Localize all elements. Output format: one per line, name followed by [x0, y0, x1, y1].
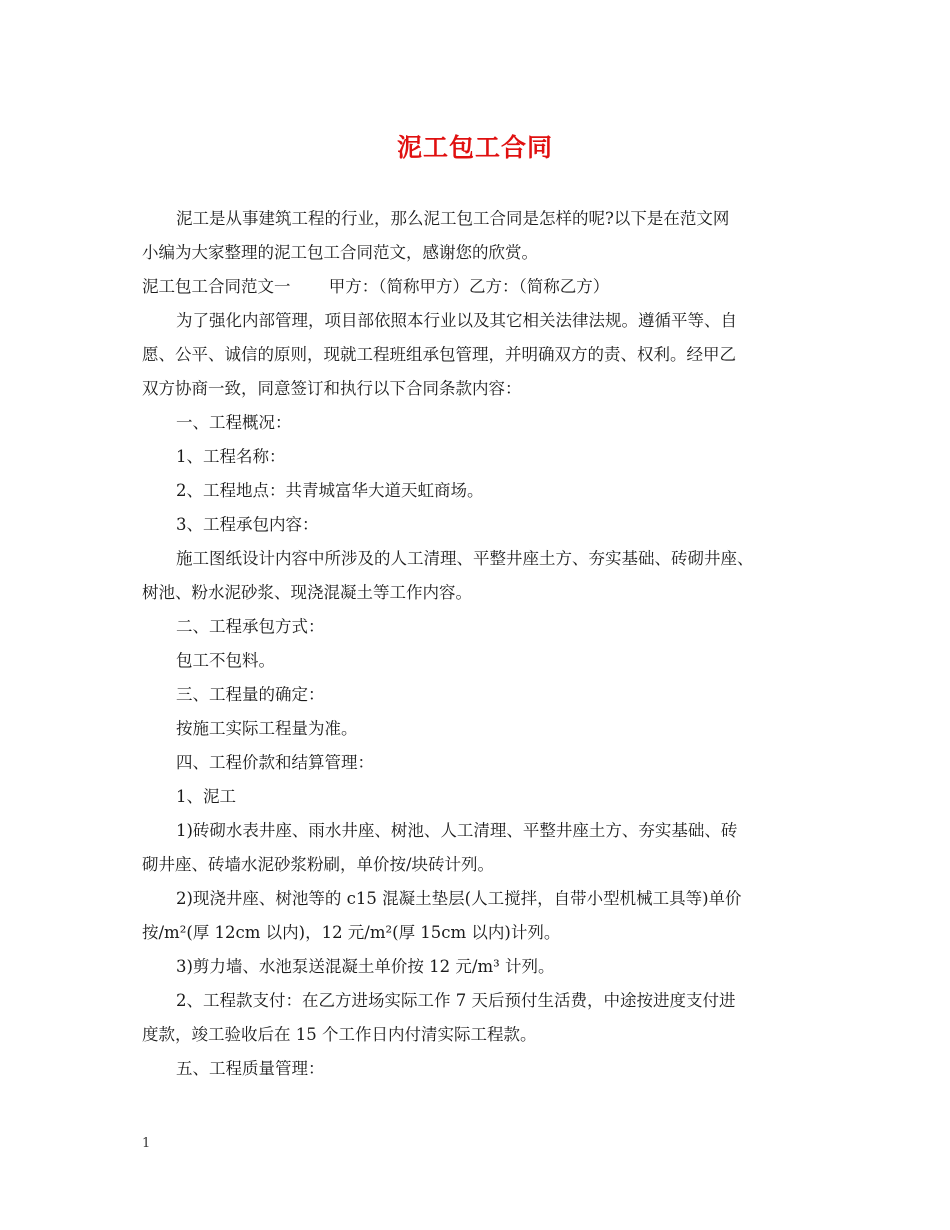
- paragraph-line: 树池、粉水泥砂浆、现浇混凝土等工作内容。: [142, 583, 472, 602]
- paragraph-line: 1)砖砌水表井座、雨水井座、树池、人工清理、平整井座土方、夯实基础、砖: [176, 821, 738, 840]
- paragraph-line: 按/m²(厚 12cm 以内)，12 元/m²(厚 15cm 以内)计列。: [142, 923, 561, 942]
- paragraph-line: 包工不包料。: [176, 651, 275, 670]
- paragraph-line: 一、工程概况：: [176, 413, 292, 432]
- paragraph-line: 度款，竣工验收后在 15 个工作日内付清实际工程款。: [142, 1025, 537, 1044]
- paragraph-line: 四、工程价款和结算管理：: [176, 753, 374, 772]
- paragraph-line: 砌井座、砖墙水泥砂浆粉刷，单价按/块砖计列。: [142, 855, 495, 874]
- paragraph-line: 五、工程质量管理：: [176, 1059, 325, 1078]
- paragraph-line: 小编为大家整理的泥工包工合同范文，感谢您的欣赏。: [142, 243, 538, 262]
- document-title: 泥工包工合同: [396, 133, 553, 162]
- paragraph-line: 施工图纸设计内容中所涉及的人工清理、平整井座土方、夯实基础、砖砌井座、: [176, 549, 754, 568]
- paragraph-line: 1、工程名称：: [176, 447, 286, 466]
- paragraph-line: 2、工程款支付：在乙方进场实际工作 7 天后预付生活费，中途按进度支付进: [176, 991, 736, 1010]
- paragraph-line: 泥工是从事建筑工程的行业，那么泥工包工合同是怎样的呢?以下是在范文网: [176, 209, 730, 228]
- document-body: [142, 202, 812, 1086]
- paragraph-line: 1、泥工: [176, 787, 236, 806]
- paragraph-line: 泥工包工合同范文一 甲方：（简称甲方）乙方：（简称乙方）: [142, 277, 610, 296]
- paragraph-line: 2、工程地点：共青城富华大道天虹商场。: [176, 481, 484, 500]
- paragraph-line: 3)剪力墙、水池泵送混凝土单价按 12 元/m³ 计列。: [176, 957, 555, 976]
- paragraph-line: 愿、公平、诚信的原则，现就工程班组承包管理，并明确双方的责、权利。经甲乙: [142, 345, 736, 364]
- paragraph-line: 三、工程量的确定：: [176, 685, 325, 704]
- paragraph-line: 2)现浇井座、树池等的 c15 混凝土垫层(人工搅拌，自带小型机械工具等)单价: [176, 889, 742, 908]
- paragraph-line: 为了强化内部管理，项目部依照本行业以及其它相关法律法规。遵循平等、自: [176, 311, 737, 330]
- paragraph-line: 按施工实际工程量为准。: [176, 719, 358, 738]
- paragraph-line: 双方协商一致，同意签订和执行以下合同条款内容：: [142, 379, 522, 398]
- paragraph-line: 二、工程承包方式：: [176, 617, 325, 636]
- page-number: 1: [142, 1136, 151, 1151]
- paragraph-line: 3、工程承包内容：: [176, 515, 319, 534]
